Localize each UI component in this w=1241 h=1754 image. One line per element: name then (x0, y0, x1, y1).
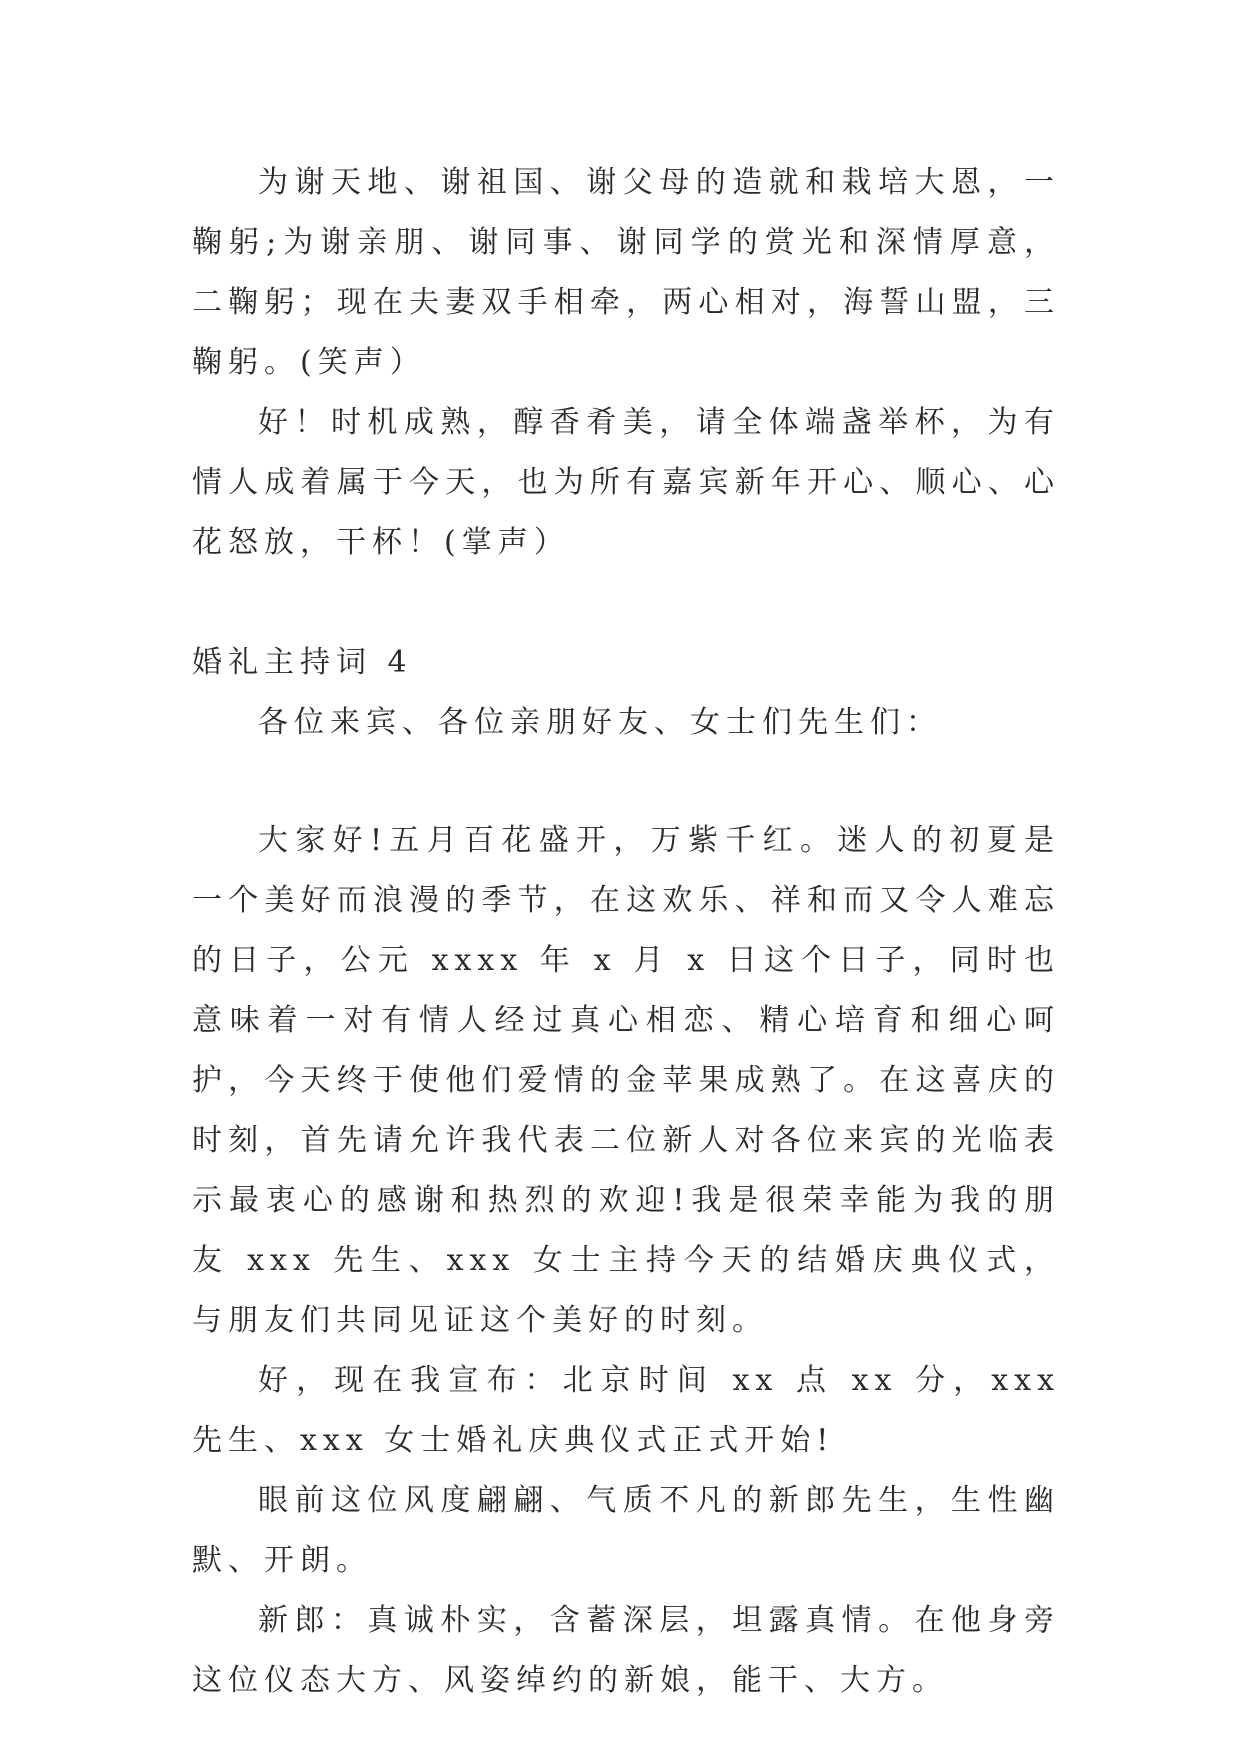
paragraph-groom-bride: 新郎：真诚朴实，含蓄深层，坦露真情。在他身旁这位仪态大方、风姿绰约的新娘，能干、大方。 (192, 1603, 1060, 1698)
paragraph-bow-thanks: 为谢天地、谢祖国、谢父母的造就和栽培大恩，一鞠躬;为谢亲朋、谢同事、谢同学的赏光和深情厚意，二鞠躬；现在夫妻双手相牵，两心相对，海誓山盟，三鞠躬。(笑声） (192, 165, 1060, 380)
section-heading: 婚礼主持词 4 (192, 645, 413, 680)
paragraph-opening: 大家好!五月百花盛开，万紫千红。迷人的初夏是一个美好而浪漫的季节，在这欢乐、祥和而又令人难忘的日子，公元 xxxx 年 x 月 x 日这个日子，同时也意味着一对有情人经过真心相恋、精心培育和细心呵护，今天终于使他们爱情的金苹果成熟了。在这喜庆的时刻，首先请允许我代表二位新人对各位来宾的光临表示最衷心的感谢和热烈的欢迎!我是很荣幸能为我的朋友 xxx 先生、xxx 女士主持今天的结婚庆典仪式，与朋友们共同见证这个美好的时刻。 (192, 823, 1060, 1338)
paragraph-groom-intro: 眼前这位风度翩翩、气质不凡的新郎先生，生性幽默、开朗。 (192, 1483, 1060, 1578)
section-spacer (192, 573, 1060, 633)
paragraph-spacer (192, 753, 1060, 811)
paragraph-announcement: 好，现在我宣布：北京时间 xx 点 xx 分，xxx 先生、xxx 女士婚礼庆典仪式正式开始! (192, 1363, 1060, 1458)
document-body (192, 153, 1060, 1711)
paragraph-toast: 好！时机成熟，醇香肴美，请全体端盏举杯，为有情人成着属于今天，也为所有嘉宾新年开心、顺心、心花怒放，干杯！(掌声） (192, 405, 1060, 560)
paragraph-greeting: 各位来宾、各位亲朋好友、女士们先生们： (258, 705, 942, 740)
